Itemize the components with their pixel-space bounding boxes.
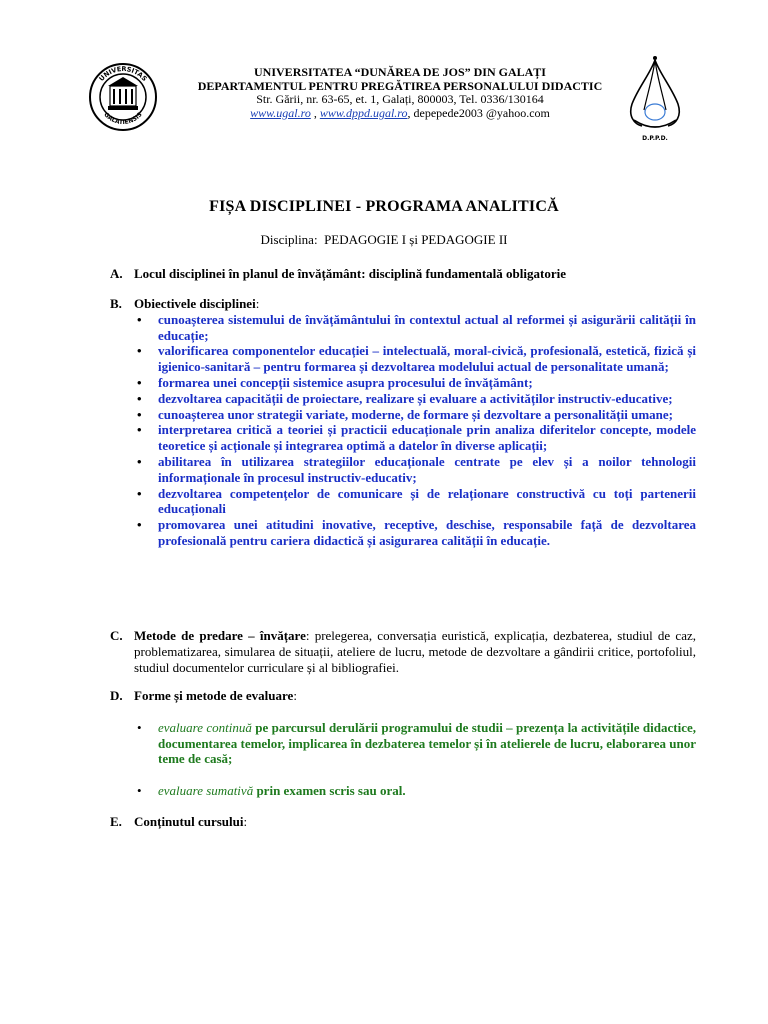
list-item: • formarea unei concepții sistemice asupra procesului de învățământ; [134,375,696,391]
document-title: FIȘA DISCIPLINEI - PROGRAMA ANALITICĂ [209,198,559,215]
discipline-line [0,232,768,248]
section-a [110,266,696,282]
section-c [110,628,696,675]
svg-text:D.P.P.D.: D.P.P.D. [642,135,668,142]
dppd-logo [620,54,690,144]
evaluation-list [134,720,696,799]
summative-eval-text: prin examen scris sau oral. [253,783,406,799]
section-a-text: Locul disciplinei în planul de învățământ: disciplină fundamentală obligatorie [134,266,566,281]
address-line: Str. Gării, nr. 63-65, et. 1, Galați, 800003, Tel. 0336/130164 [256,92,544,106]
svg-text:GALATIENSIS: GALATIENSIS [102,111,144,127]
svg-text:UNIVERSITAS: UNIVERSITAS [97,64,149,83]
ugal-link[interactable]: www.ugal.ro [250,105,311,120]
list-item [134,783,696,799]
summative-eval-label: evaluare sumativă [158,783,254,799]
list-item: • dezvoltarea capacității de proiectare, realizare și evaluare a activităților instructiv-educative; [134,391,696,407]
email-text: , depepede2003 @yahoo.com [407,105,550,120]
list-item [134,720,696,767]
section-b-letter: B. [110,296,122,311]
discipline-value: PEDAGOGIE I și PEDAGOGIE II [324,232,508,247]
header-text [160,66,640,120]
list-item: • valorificarea componentelor educației – intelectuală, moral-civică, profesională, estetică, fizică și igienico-sanitară – pentru formarea și dezvoltarea modelului actual de personalitate umană; [134,343,696,375]
section-c-title: Metode de predare – învățare [134,628,306,643]
list-item: • dezvoltarea competențelor de comunicare și de relaționare constructivă cu toți partenerii educaționali [134,486,696,518]
section-e-title: Conținutul cursului [134,814,244,829]
section-d-colon: : [293,688,297,703]
department-name: DEPARTAMENTUL PENTRU PREGĂTIREA PERSONALULUI DIDACTIC [197,78,603,93]
objectives-list [134,312,696,549]
section-d-title: Forme și metode de evaluare [134,688,294,703]
section-a-letter: A. [110,266,123,281]
continuous-eval-label: evaluare continuă [158,719,252,735]
link-separator: , [310,105,320,120]
section-e-colon: : [243,814,248,829]
list-item: • promovarea unei atitudini inovative, receptive, deschise, responsabile față de dezvoltarea profesională pentru cariera didactică și asigurarea calității în educație. [134,517,696,549]
contact-line [160,107,640,121]
section-b-colon: : [255,296,260,311]
section-d-letter: D. [110,688,123,703]
section-b [110,296,696,549]
list-item: • cunoașterea unor strategii variate, moderne, de formare și dezvoltare a personalității umane; [134,407,696,423]
university-seal-logo [88,62,158,132]
section-e-letter: E. [110,814,122,829]
list-item: • cunoașterea sistemului de învățământului în contextul actual al reformei și asigurării calității în educație; [134,312,696,344]
list-item: • abilitarea în utilizarea strategiilor educaționale centrate pe elev și a noilor tehnologii informaționale în procesul instructiv-educativ; [134,454,696,486]
university-name: UNIVERSITATEA “DUNĂREA DE JOS” DIN GALAȚI [254,65,546,79]
section-d [110,688,696,799]
discipline-label: Disciplina: [260,232,318,247]
section-c-text: : prelegerea, conversația euristică, explicația, dezbaterea, studiul de caz, problematizarea, simularea de situații, ateliere de lucru, metode de dezvoltare a gândirii critice, portofoliul, studiul documentelor curriculare și al bibliografiei. [134,628,696,675]
continuous-eval-text: pe parcursul derulării programului de studii – prezența la activitățile didactice, documentarea temelor, implicarea în dezbaterea temelor și în atelierele de lucru, elaborarea unor teme de casă; [158,719,696,767]
list-item: • interpretarea critică a teoriei și practicii educaționale prin analiza diferitelor concepte, modele teoretice și acționale și integrarea optimă a datelor în diverse aplicații; [134,422,696,454]
section-e [110,814,696,830]
document-header [0,52,768,142]
section-c-letter: C. [110,628,123,643]
section-b-title: Obiectivele disciplinei [134,296,256,311]
dppd-link[interactable]: www.dppd.ugal.ro [319,105,408,120]
